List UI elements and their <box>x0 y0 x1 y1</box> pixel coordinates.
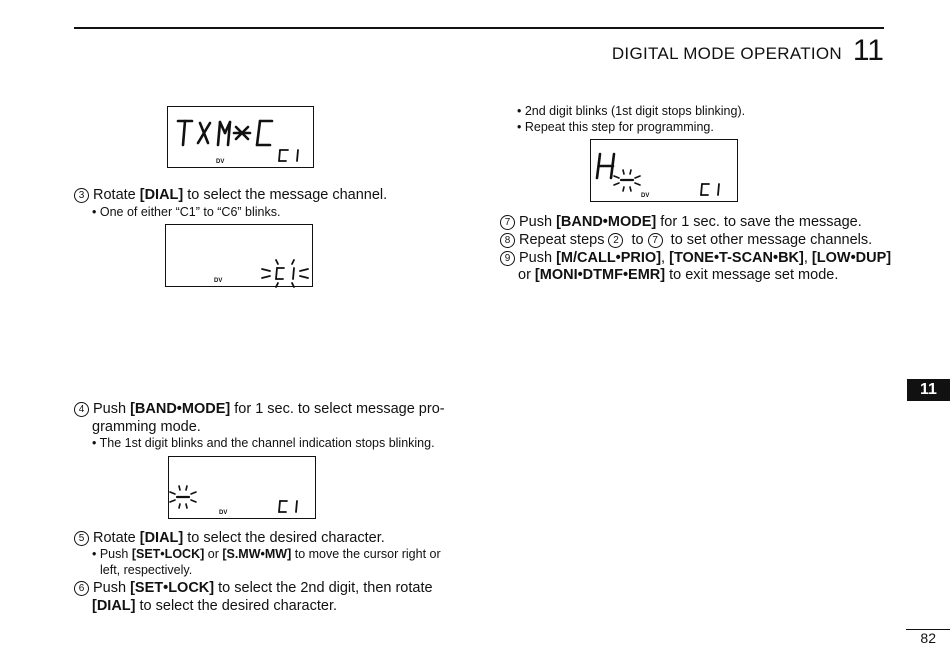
lcd-segment-graphic <box>166 225 336 300</box>
header-rule <box>74 27 884 29</box>
key-label: [S.MW•MW] <box>222 547 292 561</box>
dv-mode-indicator: DV <box>216 159 225 165</box>
step-number: 4 <box>74 402 89 417</box>
key-label: [M/CALL•PRIO] <box>556 250 662 266</box>
key-label: [BAND•MODE] <box>130 401 231 417</box>
dv-mode-indicator: DV <box>641 193 650 199</box>
key-label: [DIAL] <box>139 187 184 203</box>
step-number: 5 <box>74 531 89 546</box>
step-5-note-line2: left, respectively. <box>100 563 193 577</box>
key-label: [SET•LOCK] <box>131 547 205 561</box>
step-9-line2: or [MONI•DTMF•EMR] to exit message set mode. <box>518 267 839 283</box>
chapter-title: DIGITAL MODE OPERATION <box>611 44 842 63</box>
key-label: [SET•LOCK] <box>130 580 215 596</box>
chapter-number: 11 <box>852 34 884 67</box>
step-3-note: • One of either “C1” to “C6” blinks. <box>92 205 281 219</box>
step-4-note: • The 1st digit blinks and the channel indication stops blinking. <box>92 436 435 450</box>
lcd-display-second-digit <box>590 139 738 202</box>
key-label: [LOW•DUP] <box>811 250 892 266</box>
key-label: [DIAL] <box>139 530 184 546</box>
step-number: 9 <box>500 251 515 266</box>
step-ref-number: 2 <box>608 233 623 248</box>
lcd-segment-graphic <box>168 107 313 167</box>
step-4: 4 Push [BAND•MODE] for 1 sec. to select message pro- <box>74 400 459 418</box>
step-9: 9 Push [M/CALL•PRIO], [TONE•T-SCAN•BK], [LOW•DUP] <box>500 249 891 267</box>
lcd-display-channel-blink <box>165 224 313 287</box>
step-5: 5 Rotate [DIAL] to select the desired character. <box>74 529 385 547</box>
key-label: [MONI•DTMF•EMR] <box>534 267 666 283</box>
step-6: 6 Push [SET•LOCK] to select the 2nd digit, then rotate <box>74 579 459 597</box>
dv-mode-indicator: DV <box>214 278 223 284</box>
key-label: [BAND•MODE] <box>556 214 657 230</box>
lcd-segment-graphic <box>591 140 737 201</box>
step-3: 3 Rotate [DIAL] to select the message channel. <box>74 186 387 204</box>
dv-mode-indicator: DV <box>219 510 228 516</box>
step-ref-number: 7 <box>648 233 663 248</box>
step-number: 7 <box>500 215 515 230</box>
page-number: 82 <box>920 630 936 646</box>
note-repeat: • Repeat this step for programming. <box>517 120 714 134</box>
lcd-segment-graphic <box>169 457 315 518</box>
key-label: [TONE•T-SCAN•BK] <box>669 250 804 266</box>
step-8: 8 Repeat steps 2 to 7 to set other message channels. <box>500 231 872 249</box>
step-number: 6 <box>74 581 89 596</box>
step-number: 3 <box>74 188 89 203</box>
step-4-line2: gramming mode. <box>92 419 201 435</box>
lcd-display-first-digit <box>168 456 316 519</box>
key-label: [DIAL] <box>92 598 136 614</box>
note-2nd-digit: • 2nd digit blinks (1st digit stops blinking). <box>517 104 746 118</box>
lcd-display-message-name <box>167 106 314 168</box>
chapter-side-tab: 11 <box>907 379 950 401</box>
step-6-line2: [DIAL] to select the desired character. <box>92 598 337 614</box>
step-7: 7 Push [BAND•MODE] for 1 sec. to save the message. <box>500 213 862 231</box>
step-number: 8 <box>500 233 515 248</box>
step-5-note: • Push [SET•LOCK] or [S.MW•MW] to move the cursor right or <box>92 547 441 561</box>
